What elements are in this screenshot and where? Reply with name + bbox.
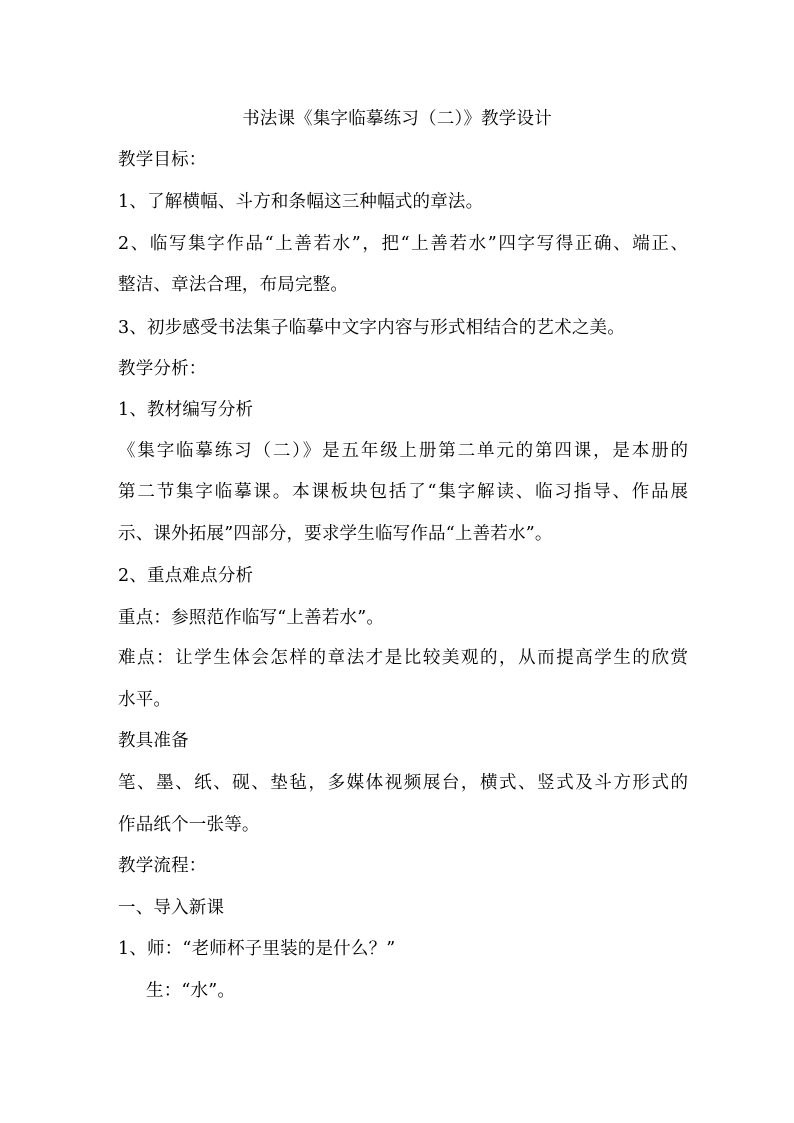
paragraph-line: 笔、墨、纸、砚、垫毡，多媒体视频展台，横式、竖式及斗方形式的 <box>118 773 688 793</box>
section-heading-analysis: 教学分析： <box>118 359 207 379</box>
paragraph-line: 3、初步感受书法集子临摹中文字内容与形式相结合的艺术之美。 <box>118 318 625 338</box>
subheading-introduction: 一、导入新课 <box>118 898 225 918</box>
paragraph-line: 《集字临摹练习（二）》是五年级上册第二单元的第四课，是本册的 <box>118 441 688 461</box>
dialogue-line: 1、师：“老师杯子里装的是什么？” <box>118 939 396 959</box>
dialogue-line: 生：“水”。 <box>146 981 236 1001</box>
section-heading-materials: 教具准备 <box>118 731 189 751</box>
paragraph-line: 示、课外拓展”四部分，要求学生临写作品“上善若水”。 <box>118 524 553 544</box>
paragraph-line: 第二节集字临摹课。本课板块包括了“集字解读、临习指导、作品展 <box>118 482 688 502</box>
subheading-textbook: 1、教材编写分析 <box>118 400 254 420</box>
subheading-key-points: 2、重点难点分析 <box>118 566 254 586</box>
paragraph-line: 作品纸个一张等。 <box>118 815 260 835</box>
paragraph-line: 1、了解横幅、斗方和条幅这三种幅式的章法。 <box>118 192 484 212</box>
section-heading-objectives: 教学目标： <box>118 150 207 170</box>
paragraph-line: 水平。 <box>118 690 172 710</box>
document-title: 书法课《集字临摹练习（二）》教学设计 <box>242 109 552 129</box>
paragraph-line: 2、临写集字作品“上善若水”，把“上善若水”四字写得正确、端正、 <box>118 234 688 254</box>
paragraph-line: 重点：参照范作临写“上善若水”。 <box>118 608 385 628</box>
section-heading-process: 教学流程： <box>118 856 207 876</box>
paragraph-line: 整洁、章法合理，布局完整。 <box>118 275 349 295</box>
paragraph-line: 难点：让学生体会怎样的章法才是比较美观的，从而提高学生的欣赏 <box>118 648 688 668</box>
